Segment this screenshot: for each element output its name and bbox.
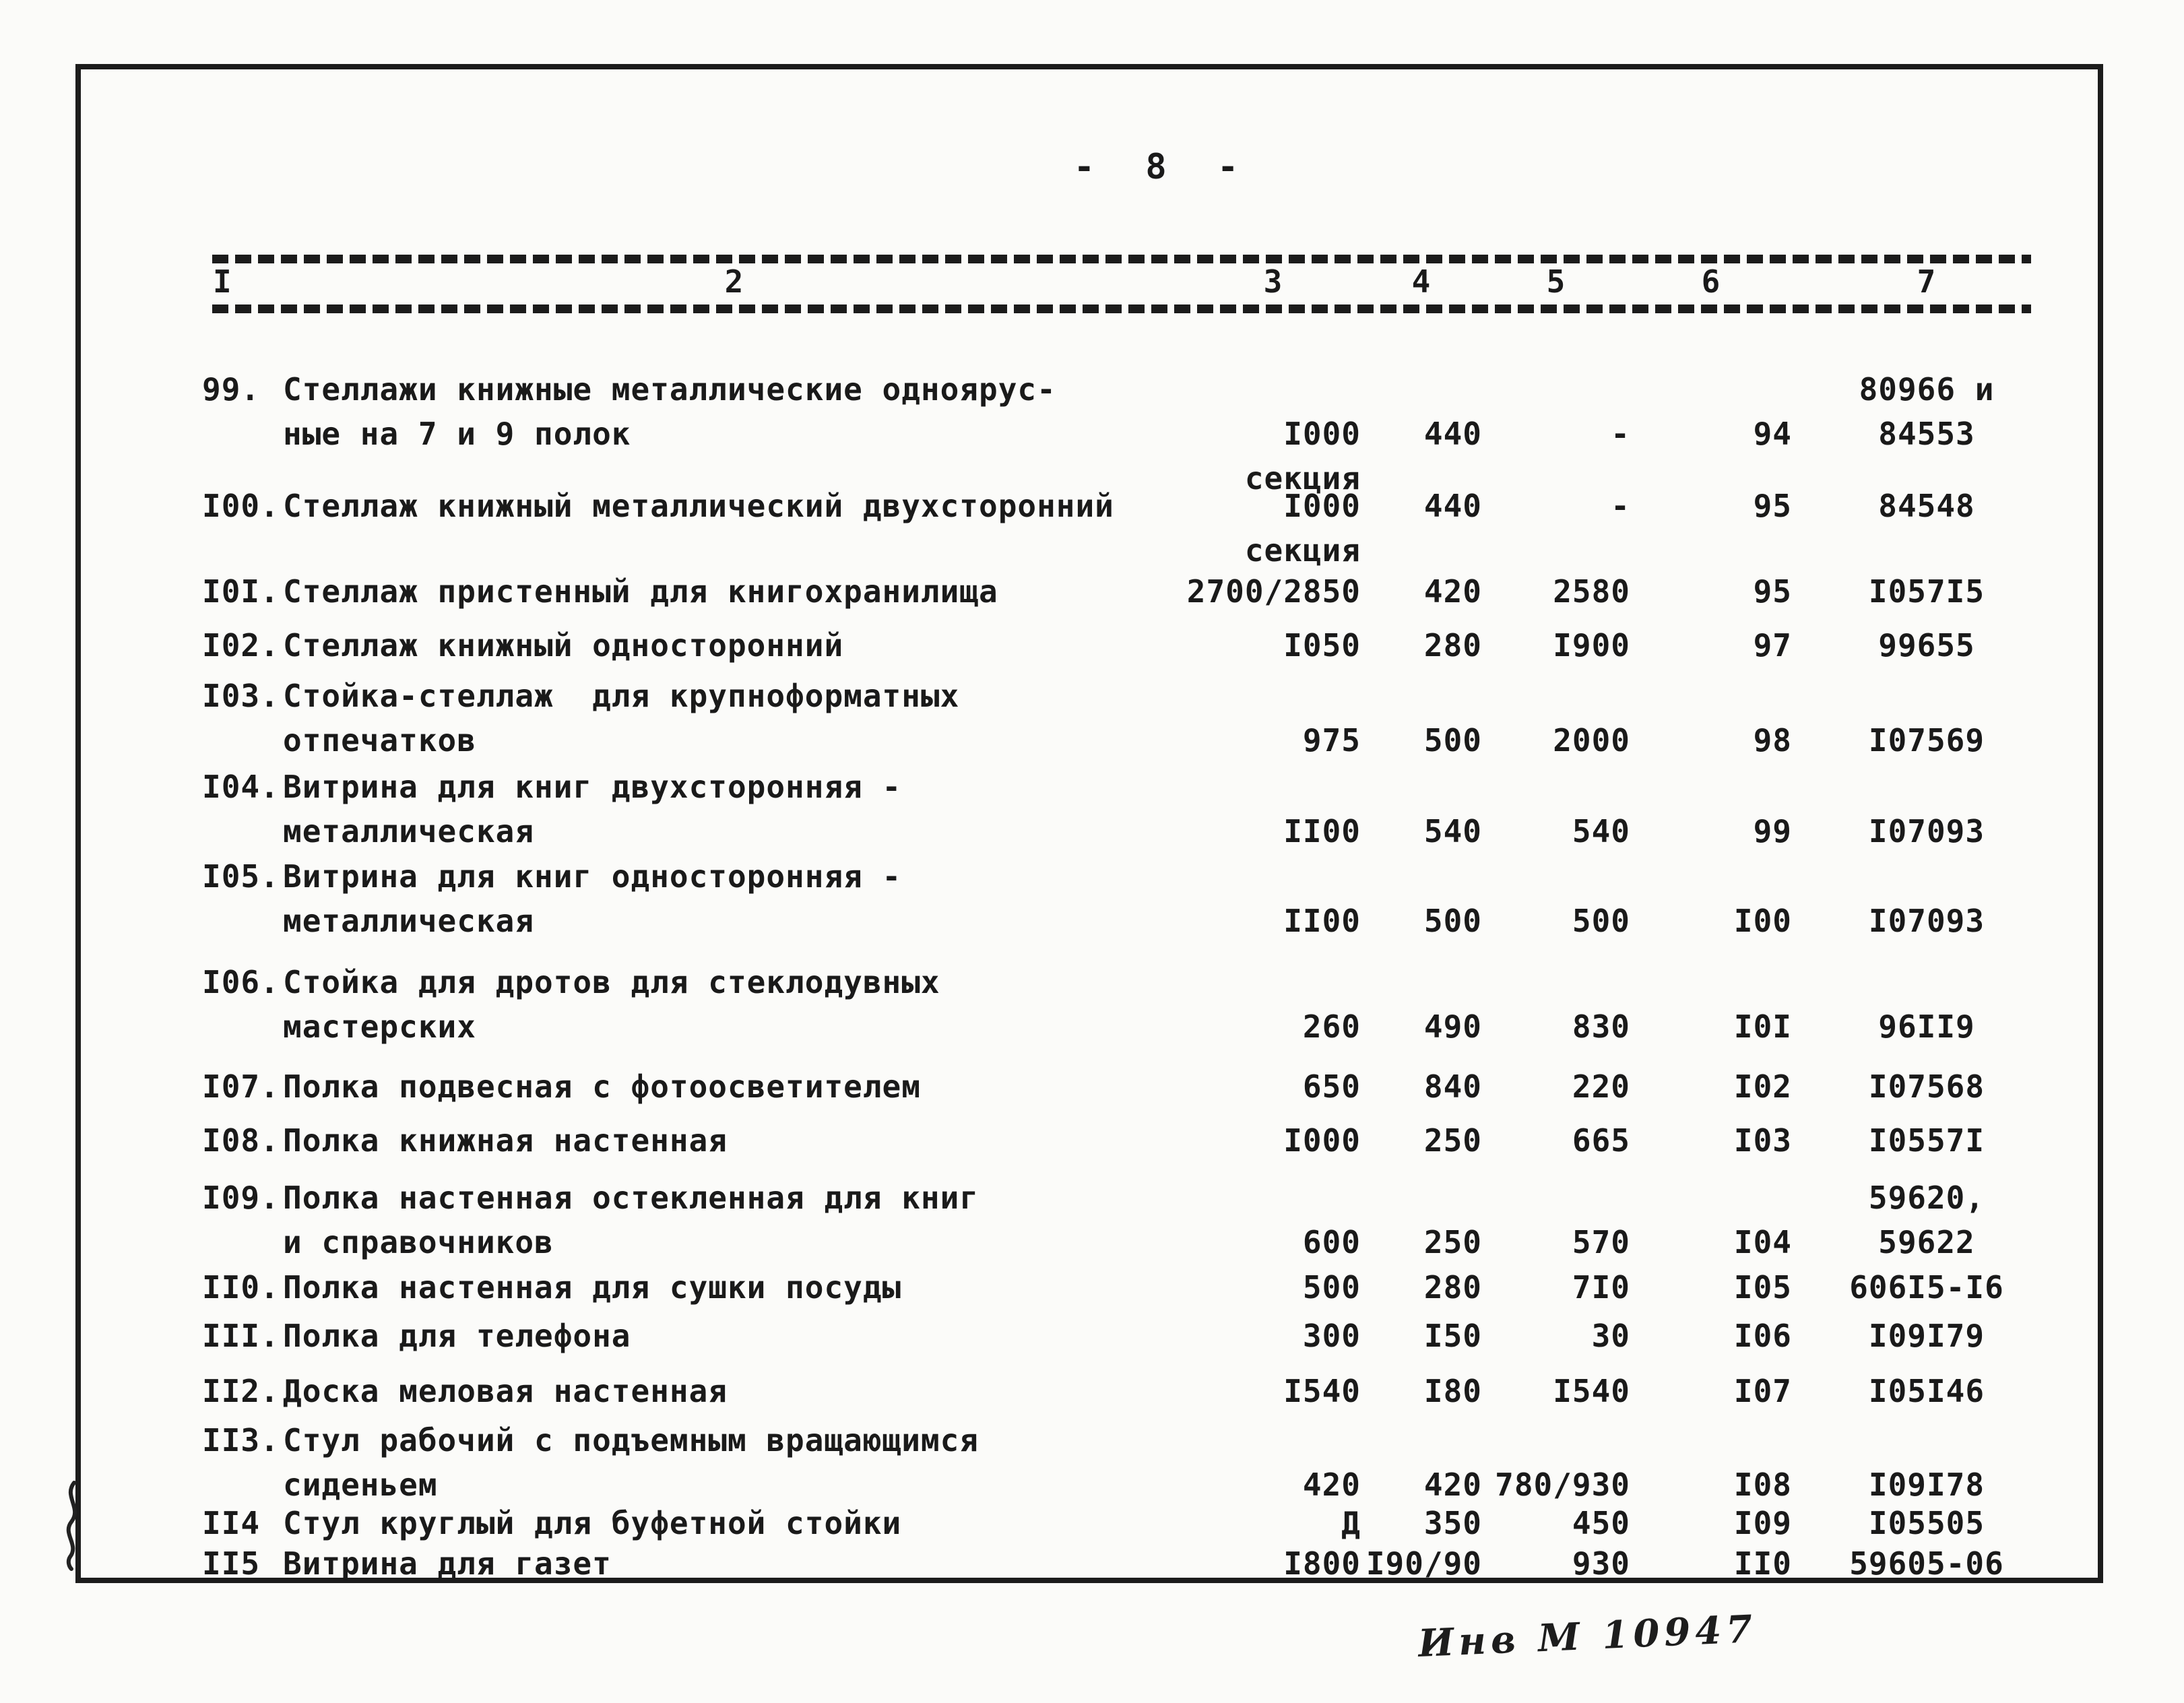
dimension-width: 975 bbox=[1302, 722, 1361, 759]
dimension-depth: 420 bbox=[1423, 1467, 1482, 1503]
serial-number: I0I bbox=[1733, 1008, 1792, 1045]
row-description: Витрина для книг односторонняя - металлическая bbox=[283, 858, 902, 939]
dimension-height: 830 bbox=[1572, 1008, 1630, 1045]
table-row bbox=[202, 623, 2061, 668]
row-number: II2. bbox=[202, 1373, 280, 1409]
row-number: II4 bbox=[202, 1505, 261, 1541]
dimension-height: 220 bbox=[1572, 1068, 1630, 1105]
catalog-number: 84548 bbox=[1878, 488, 1975, 524]
column-header: 7 bbox=[1917, 263, 1937, 300]
table-row bbox=[202, 1064, 2061, 1109]
catalog-number: I09I78 bbox=[1868, 1467, 1985, 1503]
row-description: Стул круглый для буфетной стойки bbox=[283, 1505, 902, 1541]
row-description: Полка настенная для сушки посуды bbox=[283, 1269, 902, 1306]
dimension-width: 260 bbox=[1302, 1008, 1361, 1045]
column-header: 6 bbox=[1701, 263, 1721, 300]
dimension-width: 500 bbox=[1302, 1269, 1361, 1306]
catalog-number: I05I46 bbox=[1868, 1373, 1985, 1409]
row-description: Витрина для книг двухсторонняя - металлическая bbox=[283, 769, 902, 849]
dimension-depth: 280 bbox=[1423, 1269, 1482, 1306]
dimension-height: 30 bbox=[1591, 1318, 1630, 1354]
row-number: II0. bbox=[202, 1269, 280, 1306]
dimension-width: 650 bbox=[1302, 1068, 1361, 1105]
dimension-depth: I80 bbox=[1423, 1373, 1482, 1409]
dimension-width: 300 bbox=[1302, 1318, 1361, 1354]
dimension-height: - bbox=[1611, 416, 1630, 452]
dimension-height: 450 bbox=[1572, 1505, 1630, 1541]
serial-number: 95 bbox=[1753, 573, 1792, 610]
catalog-number: 96II9 bbox=[1878, 1008, 1975, 1045]
dimension-depth: 500 bbox=[1423, 903, 1482, 939]
dimension-depth: 280 bbox=[1423, 627, 1482, 664]
catalog-number: I09I79 bbox=[1868, 1318, 1985, 1354]
catalog-number: I07093 bbox=[1868, 903, 1985, 939]
dimension-height: 7I0 bbox=[1572, 1269, 1630, 1306]
dimension-depth: 840 bbox=[1423, 1068, 1482, 1105]
serial-number: 97 bbox=[1753, 627, 1792, 664]
row-description: Полка книжная настенная bbox=[283, 1122, 728, 1159]
serial-number: 99 bbox=[1753, 813, 1792, 849]
dimension-width: 600 bbox=[1302, 1224, 1361, 1260]
table-row bbox=[202, 1369, 2061, 1413]
dimension-height: 500 bbox=[1572, 903, 1630, 939]
row-number: I07. bbox=[202, 1068, 280, 1105]
serial-number: I05 bbox=[1733, 1269, 1792, 1306]
dimension-height: 570 bbox=[1572, 1224, 1630, 1260]
row-description: Стеллаж книжный односторонний bbox=[283, 627, 844, 664]
dimension-width: Д bbox=[1341, 1505, 1361, 1541]
catalog-number: 59620, 59622 bbox=[1868, 1180, 1985, 1260]
dimension-depth: 420 bbox=[1423, 573, 1482, 610]
dimension-width: I000 bbox=[1283, 1122, 1361, 1159]
dimension-depth: 440 bbox=[1423, 488, 1482, 524]
catalog-number: 606I5-I6 bbox=[1849, 1269, 2004, 1306]
row-number: III. bbox=[202, 1318, 280, 1354]
catalog-number: I0557I bbox=[1868, 1122, 1985, 1159]
serial-number: I08 bbox=[1733, 1467, 1792, 1503]
dimension-height: 2580 bbox=[1553, 573, 1630, 610]
page-number: - 8 - bbox=[1073, 147, 1244, 187]
table-row bbox=[202, 1541, 2061, 1586]
column-header: 2 bbox=[724, 263, 744, 300]
serial-number: I07 bbox=[1733, 1373, 1792, 1409]
row-description: Стойка-стеллаж для крупноформатных отпечатков bbox=[283, 678, 960, 759]
dimension-depth: 500 bbox=[1423, 722, 1482, 759]
dimension-depth: I90/90 bbox=[1366, 1545, 1482, 1582]
row-description: Стул рабочий с подъемным вращающимся сиденьем bbox=[283, 1422, 979, 1503]
table-row bbox=[202, 367, 2061, 501]
serial-number: I09 bbox=[1733, 1505, 1792, 1541]
serial-number: 95 bbox=[1753, 488, 1792, 524]
dimension-width: II00 bbox=[1283, 903, 1361, 939]
row-description: Стеллаж пристенный для книгохранилища bbox=[283, 573, 998, 610]
table-row bbox=[202, 1314, 2061, 1358]
row-number: I05. bbox=[202, 858, 280, 895]
serial-number: II0 bbox=[1733, 1545, 1792, 1582]
dimension-height: I540 bbox=[1553, 1373, 1630, 1409]
serial-number: I00 bbox=[1733, 903, 1792, 939]
row-description: Полка настенная остекленная для книг и справочников bbox=[283, 1180, 979, 1260]
catalog-number: 99655 bbox=[1878, 627, 1975, 664]
row-number: I03. bbox=[202, 678, 280, 714]
table-row bbox=[202, 569, 2061, 614]
dimension-width: I000 секция bbox=[1244, 488, 1361, 569]
dimension-depth: 250 bbox=[1423, 1122, 1482, 1159]
table-row bbox=[202, 1501, 2061, 1545]
dimension-depth: 250 bbox=[1423, 1224, 1482, 1260]
dimension-depth: 540 bbox=[1423, 813, 1482, 849]
table-row bbox=[202, 674, 2061, 763]
table-row bbox=[202, 1418, 2061, 1507]
row-description: Полка подвесная с фотоосветителем bbox=[283, 1068, 921, 1105]
row-number: 99. bbox=[202, 371, 261, 408]
serial-number: I04 bbox=[1733, 1224, 1792, 1260]
dimension-height: 665 bbox=[1572, 1122, 1630, 1159]
dimension-height: 780/930 bbox=[1495, 1467, 1630, 1503]
row-description: Стеллаж книжный металлический двухсторонний bbox=[283, 488, 1114, 524]
dimension-depth: I50 bbox=[1423, 1318, 1482, 1354]
dimension-width: 2700/2850 bbox=[1186, 573, 1361, 610]
row-description: Доска меловая настенная bbox=[283, 1373, 728, 1409]
dimension-width: I540 bbox=[1283, 1373, 1361, 1409]
table-row bbox=[202, 1265, 2061, 1310]
table-column-headers bbox=[202, 261, 2061, 302]
dimension-width: I050 bbox=[1283, 627, 1361, 664]
row-number: I06. bbox=[202, 964, 280, 1000]
dimension-depth: 490 bbox=[1423, 1008, 1482, 1045]
table-header-rule bbox=[212, 304, 2031, 313]
table-row bbox=[202, 1176, 2061, 1264]
dimension-width: I000 секция bbox=[1244, 416, 1361, 496]
catalog-number: 80966 и 84553 bbox=[1859, 371, 1995, 452]
row-number: I09. bbox=[202, 1180, 280, 1216]
column-header: 4 bbox=[1411, 263, 1432, 300]
catalog-number: I07093 bbox=[1868, 813, 1985, 849]
serial-number: I03 bbox=[1733, 1122, 1792, 1159]
catalog-number: I07568 bbox=[1868, 1068, 1985, 1105]
row-description: Витрина для газет bbox=[283, 1545, 612, 1582]
row-description: Стойка для дротов для стеклодувных мастерских bbox=[283, 964, 940, 1045]
margin-scribble-icon bbox=[58, 1479, 88, 1573]
dimension-width: I800 bbox=[1283, 1545, 1361, 1582]
dimension-height: - bbox=[1611, 488, 1630, 524]
column-header: 3 bbox=[1263, 263, 1283, 300]
dimension-height: 2000 bbox=[1553, 722, 1630, 759]
dimension-depth: 440 bbox=[1423, 416, 1482, 452]
table-row bbox=[202, 854, 2061, 943]
serial-number: I06 bbox=[1733, 1318, 1792, 1354]
row-number: I04. bbox=[202, 769, 280, 805]
row-number: I02. bbox=[202, 627, 280, 664]
table-row bbox=[202, 484, 2061, 573]
table-row bbox=[202, 1118, 2061, 1163]
dimension-height: 930 bbox=[1572, 1545, 1630, 1582]
row-number: I0I. bbox=[202, 573, 280, 610]
catalog-number: I05505 bbox=[1868, 1505, 1985, 1541]
row-description: Полка для телефона bbox=[283, 1318, 631, 1354]
serial-number: 98 bbox=[1753, 722, 1792, 759]
dimension-height: I900 bbox=[1553, 627, 1630, 664]
catalog-number: I057I5 bbox=[1868, 573, 1985, 610]
row-number: II5 bbox=[202, 1545, 261, 1582]
column-header: 5 bbox=[1546, 263, 1566, 300]
dimension-width: II00 bbox=[1283, 813, 1361, 849]
dimension-depth: 350 bbox=[1423, 1505, 1482, 1541]
catalog-number: 59605-06 bbox=[1849, 1545, 2004, 1582]
row-description: Стеллажи книжные металлические одноярус- ные на 7 и 9 полок bbox=[283, 371, 1056, 452]
catalog-number: I07569 bbox=[1868, 722, 1985, 759]
column-header: I bbox=[213, 263, 232, 300]
inventory-note: Инв М 10947 bbox=[1417, 1607, 1758, 1666]
serial-number: I02 bbox=[1733, 1068, 1792, 1105]
serial-number: 94 bbox=[1753, 416, 1792, 452]
table-row bbox=[202, 765, 2061, 854]
row-number: I00. bbox=[202, 488, 280, 524]
dimension-width: 420 bbox=[1302, 1467, 1361, 1503]
dimension-height: 540 bbox=[1572, 813, 1630, 849]
row-number: I08. bbox=[202, 1122, 280, 1159]
row-number: II3. bbox=[202, 1422, 280, 1458]
table-row bbox=[202, 960, 2061, 1049]
